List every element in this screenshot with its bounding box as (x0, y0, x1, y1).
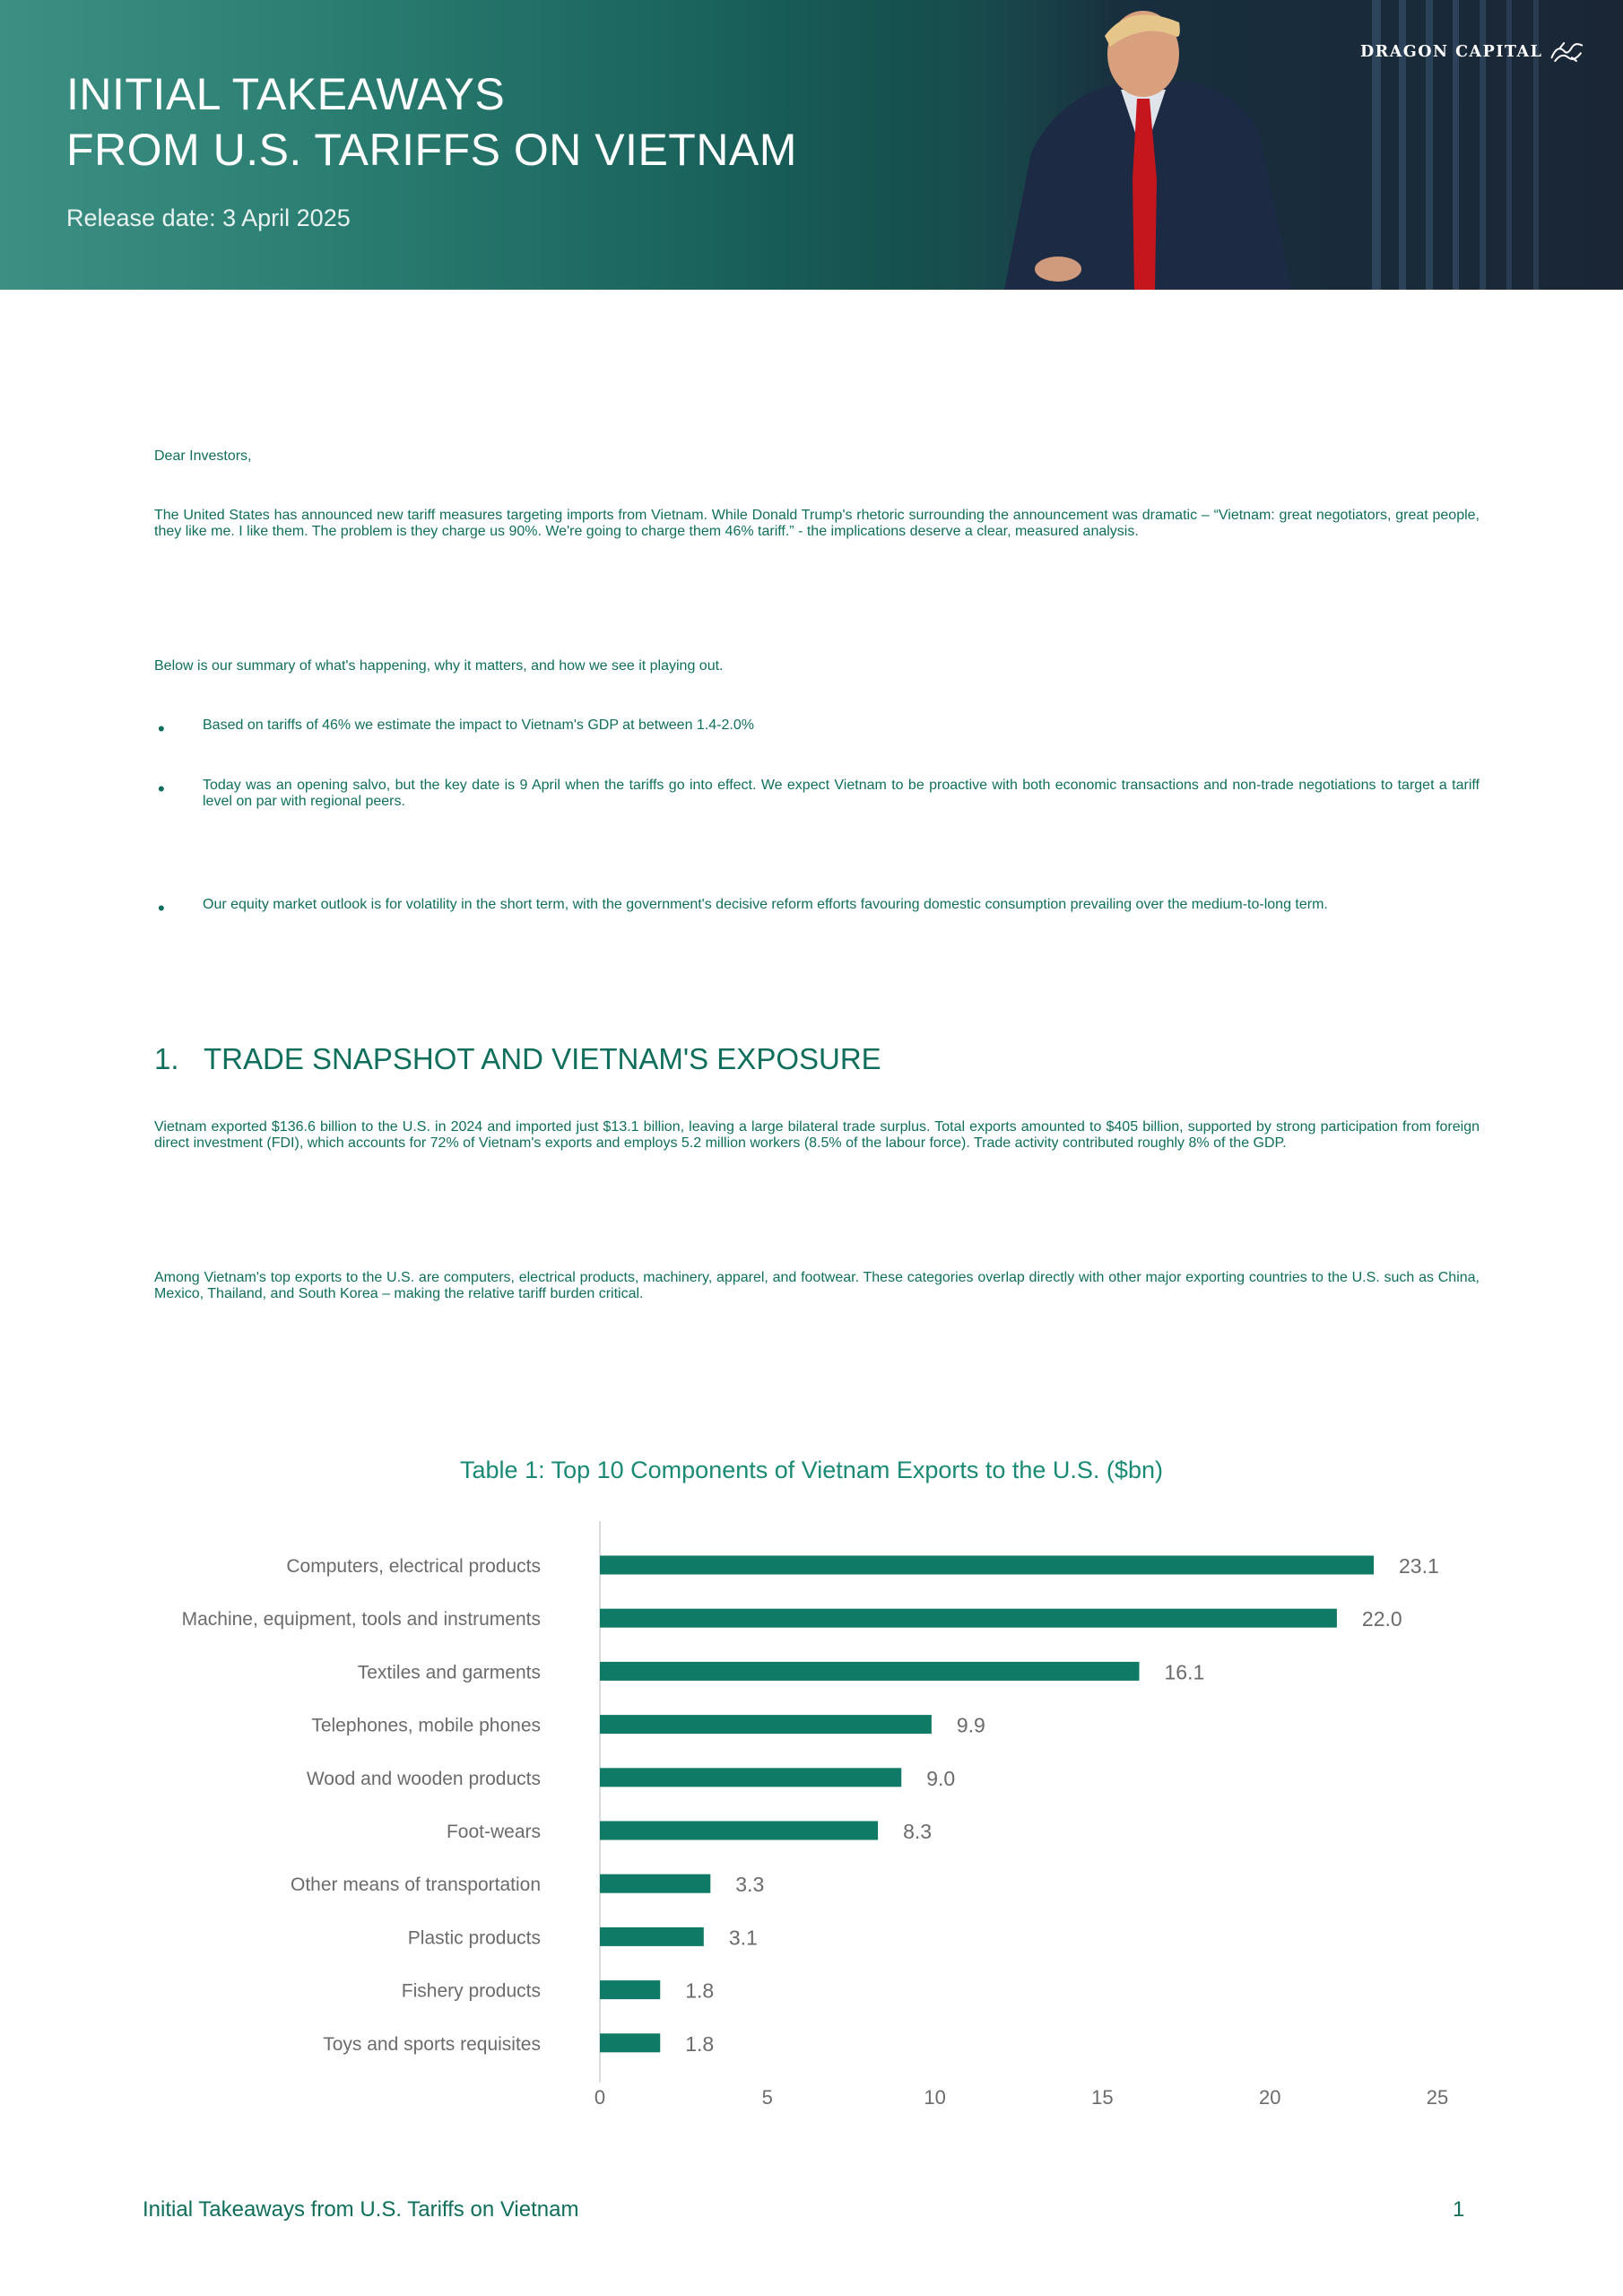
bullet-marker: • (158, 718, 165, 740)
category-label: Toys and sports requisites (323, 2033, 541, 2055)
bar (600, 1927, 704, 1946)
bar (600, 1768, 901, 1787)
bar (600, 1556, 1374, 1575)
footer-title: Initial Takeaways from U.S. Tariffs on Vietnam (143, 2197, 579, 2222)
value-label: 9.9 (956, 1713, 985, 1737)
bar (600, 1822, 878, 1840)
summary-intro: Below is our summary of what's happening, why it matters, and how we see it playing out. (154, 658, 724, 674)
x-tick-label: 0 (594, 2086, 606, 2109)
bar (600, 1980, 660, 1999)
category-label: Textiles and garments (357, 1662, 541, 1683)
value-label: 22.0 (1361, 1607, 1402, 1631)
section-title: TRADE SNAPSHOT AND VIETNAM'S EXPOSURE (204, 1042, 881, 1075)
category-label: Machine, equipment, tools and instruments (181, 1609, 541, 1631)
category-label: Fishery products (401, 1980, 541, 2002)
bullet-text: Today was an opening salvo, but the key date is 9 April when the tariffs go into effect. We expect Vietnam to be proactive with both economic transactions and non-trade negotiations to target a tariff level on par with regional peers. (203, 778, 1480, 809)
category-label: Other means of transportation (291, 1874, 541, 1896)
bullet-text: Based on tariffs of 46% we estimate the impact to Vietnam's GDP at between 1.4-2.0% (203, 718, 754, 733)
dragon-capital-logo (1360, 32, 1584, 72)
chart-title: Table 1: Top 10 Components of Vietnam Exports to the U.S. ($bn) (460, 1457, 1163, 1483)
title-line-1: INITIAL TAKEAWAYS (66, 69, 506, 119)
intro-paragraph: The United States has announced new tariff measures targeting imports from Vietnam. While Donald Trump's rhetoric surrounding the announcement was dramatic – “Vietnam: great negotiators, great people, they like me. I like them. The problem is they charge us 90%. We're going to charge them 46% tariff.” - the implications deserve a clear, measured analysis. (154, 508, 1480, 539)
x-tick-label: 10 (924, 2086, 946, 2109)
exports-paragraph: Among Vietnam's top exports to the U.S. are computers, electrical products, machinery, apparel, and footwear. These categories overlap directly with other major exporting countries to the U.S. such as China, Mexico, Thailand, and South Korea – making the relative tariff burden critical. (154, 1270, 1480, 1301)
exports-bar-chart (0, 1507, 1623, 2117)
category-label: Telephones, mobile phones (311, 1715, 541, 1736)
bar (600, 1662, 1139, 1681)
value-label: 16.1 (1164, 1660, 1205, 1684)
value-label: 1.8 (685, 2031, 715, 2056)
value-label: 1.8 (685, 1979, 715, 2003)
bar (600, 2033, 660, 2052)
section-heading (154, 1042, 881, 1076)
category-label: Plastic products (407, 1927, 541, 1949)
bar (600, 1715, 932, 1734)
dragon-icon (1549, 34, 1584, 70)
logo-text: DRAGON CAPITAL (1360, 43, 1543, 61)
page-title (66, 66, 797, 178)
greeting: Dear Investors, (154, 448, 252, 464)
x-tick-label: 5 (761, 2086, 773, 2109)
title-line-2: FROM U.S. TARIFFS ON VIETNAM (66, 125, 797, 175)
category-label: Computers, electrical products (286, 1556, 541, 1577)
page-number: 1 (1453, 2197, 1465, 2222)
value-label: 23.1 (1399, 1554, 1439, 1578)
x-tick-label: 25 (1426, 2086, 1449, 2109)
category-label: Wood and wooden products (306, 1768, 541, 1789)
x-tick-label: 15 (1091, 2086, 1114, 2109)
category-label: Foot-wears (446, 1822, 541, 1842)
value-label: 3.3 (735, 1873, 765, 1897)
trade-paragraph: Vietnam exported $136.6 billion to the U.S. in 2024 and imported just $13.1 billion, leaving a large bilateral trade surplus. Total exports amounted to $405 billion, supported by strong participation from foreign direct investment (FDI), which accounts for 72% of Vietnam's exports and employs 5.2 million workers (8.5% of the labour force). Trade activity contributed roughly 8% of the GDP. (154, 1119, 1480, 1151)
value-label: 3.1 (728, 1926, 758, 1950)
release-date: Release date: 3 April 2025 (66, 204, 351, 231)
bar (600, 1609, 1337, 1628)
x-tick-label: 20 (1258, 2086, 1281, 2109)
bullet-text: Our equity market outlook is for volatility in the short term, with the government's decisive reform efforts favouring domestic consumption prevailing over the medium-to-long term. (203, 897, 1328, 912)
bullet-marker: • (158, 897, 165, 919)
section-number: 1. (154, 1042, 179, 1075)
bullet-marker: • (158, 778, 165, 800)
bar (600, 1874, 710, 1893)
header-banner (0, 0, 1623, 290)
value-label: 9.0 (926, 1766, 956, 1790)
value-label: 8.3 (903, 1820, 933, 1843)
